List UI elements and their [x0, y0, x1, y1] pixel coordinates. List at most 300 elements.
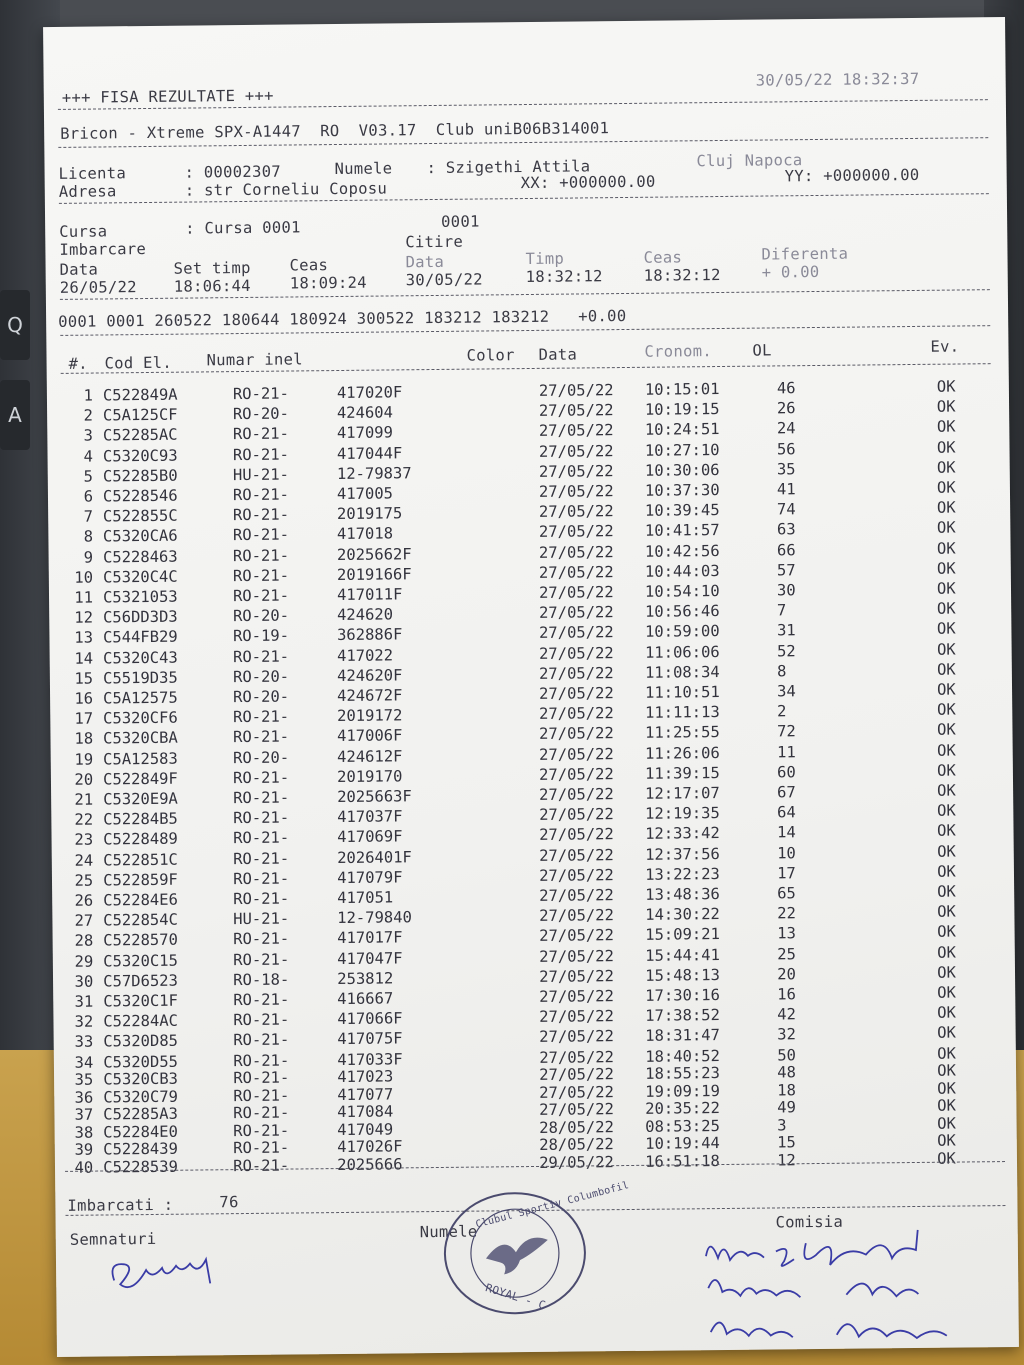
cell-ev: OK	[936, 498, 956, 517]
cell-cod: C522851C	[103, 850, 178, 870]
cell-nr: 6	[83, 487, 94, 506]
coord-xx: XX: +000000.00	[520, 172, 656, 193]
city: Cluj Napoca	[696, 151, 803, 171]
cell-ol: 30	[776, 581, 796, 600]
cell-data: 27/05/22	[539, 906, 614, 926]
cell-cronom: 18:31:47	[645, 1026, 721, 1046]
cell-cronom: 11:11:13	[644, 703, 720, 722]
cell-ev: OK	[937, 882, 956, 901]
cell-data: 28/05/22	[539, 1117, 614, 1137]
cell-data: 27/05/22	[539, 1082, 614, 1102]
cell-cod: C5320CBA	[103, 729, 178, 748]
cell-tara: RO-21-	[232, 485, 290, 505]
cell-tara: RO-21-	[232, 525, 290, 545]
cell-data: 29/05/22	[539, 1152, 614, 1172]
cell-ol: 60	[776, 763, 796, 782]
cell-inel: 417023	[337, 1067, 394, 1087]
cell-nr: 18	[74, 729, 94, 749]
signature-left	[106, 1239, 227, 1296]
cell-cod: C56DD3D3	[102, 607, 178, 627]
cell-tara: RO-21-	[233, 1010, 290, 1030]
cell-cod: C5228570	[103, 931, 178, 950]
cell-cronom: 18:55:23	[645, 1064, 720, 1083]
cell-nr: 23	[74, 830, 94, 850]
cell-data: 27/05/22	[538, 603, 614, 623]
cell-inel: 417079F	[337, 868, 403, 887]
cell-nr: 39	[74, 1140, 94, 1159]
cell-cod: C5A12575	[103, 688, 178, 708]
cell-cod: C5228539	[103, 1157, 178, 1177]
cell-ol: 56	[776, 439, 796, 459]
cell-nr: 27	[74, 911, 94, 930]
cell-ol: 32	[777, 1025, 797, 1044]
cell-ev: OK	[936, 397, 956, 416]
cell-data: 27/05/22	[538, 542, 614, 562]
cell-ev: OK	[937, 902, 956, 921]
cell-inel: 2019172	[336, 706, 403, 726]
cell-inel: 12-79840	[337, 908, 412, 928]
cell-ev: OK	[937, 801, 956, 820]
cell-cod: C5320C1F	[103, 991, 179, 1011]
cell-nr: 2	[83, 406, 94, 425]
cell-data: 27/05/22	[539, 744, 614, 764]
cell-ev: OK	[936, 741, 956, 760]
cell-inel: 417033F	[337, 1049, 403, 1069]
cursa-label: Cursa	[59, 222, 108, 241]
cell-nr: 36	[74, 1088, 94, 1107]
cell-data: 27/05/22	[539, 926, 614, 946]
cell-nr: 3	[83, 426, 94, 446]
citire-data-label: Data	[405, 252, 445, 272]
cell-tara: RO-21-	[233, 950, 290, 969]
cell-cronom: 12:37:56	[645, 844, 720, 864]
cell-ol: 18	[777, 1080, 796, 1100]
cell-cronom: 19:09:19	[645, 1081, 720, 1101]
cell-cronom: 10:44:03	[644, 561, 720, 581]
numele-label: Numele	[334, 159, 393, 179]
timp-label: Timp	[525, 249, 565, 269]
stamp-text-bottom: ROYAL - C	[483, 1281, 548, 1313]
cell-ev: OK	[937, 1114, 956, 1133]
cell-ol: 3	[777, 1115, 787, 1135]
cell-ev: OK	[937, 1003, 956, 1022]
cell-nr: 9	[83, 548, 94, 567]
cell-ev: OK	[936, 478, 956, 497]
cell-cod: C5320CF6	[103, 708, 178, 728]
cell-tara: RO-21-	[232, 505, 290, 525]
cell-tara: RO-21-	[233, 869, 290, 888]
cell-inel: 417017F	[337, 928, 403, 948]
cell-ev: OK	[936, 539, 956, 558]
cell-data: 27/05/22	[538, 704, 614, 724]
cursa-value: : Cursa 0001	[185, 218, 301, 238]
cell-cod: C5320C15	[103, 951, 178, 971]
device-line: Bricon - Xtreme SPX-A1447 RO V03.17 Club uniB06B314001	[60, 119, 610, 143]
cell-cronom: 10:15:01	[644, 380, 720, 399]
cell-data: 27/05/22	[539, 1047, 615, 1067]
cell-ev: OK	[937, 1044, 957, 1063]
cell-cod: C52285A3	[103, 1104, 178, 1124]
cell-nr: 15	[74, 669, 94, 688]
cell-tara: RO-21-	[232, 647, 290, 666]
cell-data: 27/05/22	[538, 461, 614, 481]
cell-ev: OK	[936, 720, 956, 740]
citire-data-value: 30/05/22	[405, 270, 483, 290]
cell-nr: 21	[74, 790, 94, 809]
cell-tara: RO-21-	[232, 586, 290, 606]
cell-cronom: 11:08:34	[644, 662, 720, 682]
cell-cronom: 10:56:46	[644, 602, 720, 621]
comisia-label: Comisia	[775, 1212, 844, 1232]
cell-cronom: 13:48:36	[645, 885, 720, 904]
cell-cod: C5320C4C	[102, 567, 178, 587]
cell-cod: C5228546	[102, 486, 178, 506]
cell-ev: OK	[937, 963, 956, 982]
cell-tara: RO-21-	[233, 1051, 290, 1070]
ceas-value: 18:09:24	[289, 273, 367, 293]
results-sheet	[43, 17, 1019, 1357]
cell-data: 27/05/22	[538, 381, 614, 400]
cell-ol: 41	[776, 480, 796, 499]
cell-inel: 417026F	[337, 1137, 403, 1157]
cell-data: 27/05/22	[539, 785, 614, 804]
cell-ev: OK	[936, 559, 956, 578]
cell-cod: C52284E6	[103, 890, 178, 910]
cell-data: 27/05/22	[539, 845, 614, 865]
cell-ol: 17	[777, 864, 796, 883]
cell-inel: 417084	[337, 1102, 394, 1122]
cell-nr: 22	[74, 810, 94, 829]
cell-cod: C5320D55	[103, 1052, 179, 1072]
imbarcati-label: Imbarcati :	[67, 1195, 174, 1215]
cell-cod: C52285AC	[102, 426, 178, 445]
cell-cronom: 08:53:25	[645, 1116, 720, 1136]
cell-data: 27/05/22	[538, 562, 614, 582]
cell-cod: C522849A	[102, 385, 178, 405]
cell-cronom: 15:48:13	[645, 965, 720, 985]
cell-nr: 17	[74, 709, 94, 728]
stamp-text-top: Clubul Sportiv Columbofil	[474, 1180, 631, 1231]
cell-ev: OK	[936, 700, 956, 719]
cell-cod: C52285B0	[102, 466, 178, 486]
adresa-label: Adresa	[58, 182, 117, 201]
cell-inel: 416667	[337, 989, 394, 1009]
cell-inel: 417018	[336, 524, 394, 544]
cell-nr: 31	[74, 992, 94, 1011]
divider	[61, 363, 991, 374]
cell-cronom: 11:26:06	[644, 743, 720, 763]
cell-data: 27/05/22	[538, 502, 614, 522]
cell-cod: C5519D35	[102, 668, 178, 688]
cell-cod: C544FB29	[102, 628, 178, 647]
cell-cod: C5321053	[102, 587, 178, 607]
cell-cod: C5320C93	[102, 446, 178, 466]
cell-cronom: 10:54:10	[644, 582, 720, 601]
cell-nr: 11	[74, 588, 94, 607]
imbarcare-label: Imbarcare	[59, 240, 147, 259]
set-timp-value: 18:06:44	[173, 276, 251, 296]
cell-data: 27/05/22	[538, 441, 614, 461]
cell-cronom: 10:19:15	[644, 400, 720, 419]
cell-nr: 7	[83, 507, 94, 526]
cell-tara: RO-21-	[232, 546, 290, 565]
cell-inel: 424604	[336, 403, 394, 423]
cell-cronom: 10:41:57	[644, 521, 720, 541]
cell-inel: 417069F	[337, 827, 403, 847]
cursa-code: 0001	[441, 212, 480, 231]
cell-inel: 417099	[336, 423, 394, 443]
cell-data: 28/05/22	[539, 1135, 614, 1155]
cell-cod: C522855C	[102, 506, 178, 526]
cell-ev: OK	[937, 1061, 956, 1080]
ceas2-label: Ceas	[643, 248, 683, 267]
cell-ol: 72	[776, 722, 796, 741]
cell-inel: 417077	[337, 1085, 394, 1104]
cell-data: 27/05/22	[539, 1065, 614, 1085]
cell-nr: 14	[74, 649, 94, 668]
cell-ol: 16	[777, 985, 796, 1004]
cell-nr: 12	[74, 608, 94, 627]
cell-ol: 11	[776, 742, 796, 762]
cell-tara: RO-21-	[233, 828, 290, 848]
cell-nr: 25	[74, 871, 94, 890]
cell-data: 27/05/22	[538, 482, 614, 501]
cell-tara: RO-21-	[233, 808, 290, 828]
cell-ev: OK	[937, 943, 956, 962]
cell-inel: 417037F	[337, 807, 403, 827]
cell-data: 27/05/22	[539, 946, 614, 966]
cell-tara: RO-20-	[232, 606, 290, 626]
cell-tara: RO-21-	[233, 1068, 290, 1088]
cell-ev: OK	[937, 1131, 956, 1150]
cell-nr: 29	[74, 952, 94, 971]
cell-nr: 20	[74, 770, 94, 789]
licenta-value: : 00002307	[184, 162, 282, 182]
cell-ol: 46	[776, 379, 796, 398]
cell-data: 27/05/22	[539, 805, 614, 825]
cell-ev: OK	[937, 842, 956, 861]
col-header-ev: Ev.	[930, 337, 960, 356]
cell-ol: 66	[776, 540, 796, 560]
cell-nr: 40	[74, 1158, 94, 1177]
cell-ev: OK	[936, 377, 956, 396]
col-header-color: Color	[466, 346, 515, 365]
cell-tara: RO-21-	[232, 566, 290, 585]
cell-ol: 15	[777, 1133, 796, 1152]
cell-data: 27/05/22	[539, 886, 614, 905]
cell-ol: 25	[777, 944, 796, 964]
col-header-cronom: Cronom.	[644, 342, 713, 361]
cell-cronom: 10:59:00	[644, 622, 720, 642]
semnaturi-label: Semnaturi	[69, 1229, 157, 1249]
cell-ol: 65	[777, 884, 796, 903]
cell-tara: RO-20-	[232, 667, 290, 686]
cell-ev: OK	[937, 862, 956, 881]
cell-tara: RO-21-	[233, 1121, 290, 1140]
cell-data: 27/05/22	[538, 623, 614, 643]
cell-tara: RO-20-	[233, 748, 290, 767]
cell-tara: RO-18-	[233, 970, 290, 989]
cell-ol: 24	[776, 419, 796, 438]
cell-inel: 417011F	[336, 585, 403, 605]
cell-tara: HU-21-	[233, 909, 290, 929]
cell-inel: 362886F	[336, 625, 403, 645]
cell-tara: RO-21-	[233, 1138, 290, 1158]
cell-nr: 35	[74, 1070, 94, 1089]
cell-cronom: 10:42:56	[644, 541, 720, 561]
cell-cronom: 11:10:51	[644, 683, 720, 702]
cell-data: 27/05/22	[539, 987, 614, 1006]
cell-inel: 417047F	[337, 948, 403, 968]
cell-inel: 417020F	[336, 383, 403, 403]
cell-cod: C5228489	[103, 830, 178, 849]
cell-tara: RO-21-	[232, 384, 290, 404]
cell-inel: 417006F	[337, 726, 403, 746]
cell-ol: 49	[777, 1098, 796, 1117]
cell-ev: OK	[936, 640, 956, 659]
cell-data: 27/05/22	[538, 522, 614, 542]
cell-cronom: 15:09:21	[645, 925, 720, 945]
cell-ev: OK	[936, 518, 956, 538]
cell-ev: OK	[937, 1023, 957, 1043]
cell-inel: 2019175	[336, 504, 403, 524]
cell-cod: C5320CA6	[102, 527, 178, 546]
sheet-title: +++ FISA REZULTATE +++	[61, 86, 274, 107]
cell-inel: 417044F	[336, 443, 403, 463]
cell-ev: OK	[937, 1149, 956, 1168]
numele-value: : Szigethi Attila	[426, 157, 591, 178]
cell-tara: RO-21-	[233, 889, 290, 909]
cell-inel: 2025666	[337, 1154, 403, 1174]
print-timestamp: 30/05/22 18:32:37	[755, 69, 920, 90]
cell-ol: 12	[777, 1150, 796, 1170]
cell-ol: 31	[776, 621, 796, 640]
cell-cronom: 10:24:51	[644, 420, 720, 440]
cell-inel: 2025663F	[337, 787, 412, 807]
cell-cronom: 15:44:41	[645, 945, 720, 965]
cell-inel: 417049	[337, 1120, 394, 1139]
cell-cod: C522859F	[103, 870, 178, 890]
cell-ev: OK	[937, 1079, 956, 1098]
cell-ol: 50	[777, 1045, 797, 1065]
cell-nr: 26	[74, 891, 94, 910]
cell-cronom: 20:35:22	[645, 1099, 720, 1118]
cell-inel: 424672F	[336, 686, 403, 706]
ceas2-value: 18:32:12	[643, 265, 721, 285]
cell-cronom: 16:51:18	[645, 1151, 720, 1171]
cell-cronom: 14:30:22	[645, 905, 720, 925]
cell-ol: 14	[777, 823, 796, 842]
cell-cronom: 10:39:45	[644, 501, 720, 520]
cell-data: 27/05/22	[539, 1100, 614, 1120]
cell-nr: 30	[74, 972, 94, 991]
cell-cod: C5320CB3	[103, 1069, 179, 1089]
cell-tara: HU-21-	[232, 465, 290, 484]
cell-tara: RO-21-	[233, 727, 290, 747]
cell-cronom: 11:39:15	[645, 763, 720, 783]
cell-cronom: 10:37:30	[644, 481, 720, 500]
cell-nr: 16	[74, 689, 94, 708]
cell-data: 27/05/22	[538, 643, 614, 663]
numele-footer-label: Numele	[419, 1222, 478, 1242]
cell-cronom: 17:30:16	[645, 986, 720, 1005]
cell-ol: 34	[776, 682, 796, 701]
cell-cod: C5228439	[103, 1139, 178, 1159]
cell-cronom: 12:17:07	[645, 784, 720, 803]
cell-ev: OK	[936, 660, 956, 679]
cell-inel: 417066F	[337, 1009, 403, 1029]
cell-data: 27/05/22	[538, 684, 614, 703]
cell-inel: 424612F	[337, 746, 403, 766]
adresa-value: : str Corneliu Coposu	[184, 179, 388, 200]
cell-tara: RO-21-	[233, 1156, 290, 1175]
cell-cronom: 11:25:55	[644, 723, 720, 743]
cell-cod: C5320E9A	[103, 789, 178, 809]
cell-cod: C5A125CF	[102, 405, 178, 425]
cell-tara: RO-21-	[233, 1086, 290, 1105]
cell-data: 27/05/22	[539, 966, 614, 986]
cell-ol: 52	[776, 641, 796, 661]
cell-data: 27/05/22	[539, 764, 614, 784]
cell-ol: 57	[776, 561, 796, 580]
cell-nr: 32	[74, 1012, 94, 1031]
cell-data: 27/05/22	[539, 865, 614, 885]
cell-cronom: 10:19:44	[645, 1134, 720, 1153]
cell-cod: C5320C43	[102, 648, 178, 668]
cell-inel: 424620	[336, 605, 394, 625]
cell-data: 27/05/22	[539, 1007, 615, 1027]
cell-tara: RO-21-	[233, 768, 290, 787]
cell-ev: OK	[936, 417, 956, 437]
cell-tara: RO-21-	[233, 929, 290, 949]
cell-cod: C522854C	[103, 910, 178, 930]
cell-ev: OK	[937, 781, 956, 800]
cell-data: 27/05/22	[538, 421, 614, 441]
cell-ol: 48	[777, 1063, 797, 1082]
cell-nr: 8	[83, 527, 94, 547]
cell-cod: C52284AC	[103, 1011, 179, 1031]
cell-ol: 2	[776, 702, 787, 721]
cell-ol: 35	[776, 460, 796, 479]
cell-tara: RO-21-	[233, 788, 290, 808]
cell-ol: 42	[777, 1005, 797, 1024]
cell-ol: 13	[777, 924, 796, 943]
cell-cronom: 10:30:06	[644, 460, 720, 480]
cell-ol: 67	[777, 783, 796, 802]
cell-ev: OK	[936, 599, 956, 618]
cell-ev: OK	[936, 458, 956, 477]
cell-inel: 2026401F	[337, 847, 412, 867]
cell-ev: OK	[937, 1096, 956, 1115]
commission-signatures	[696, 1213, 997, 1356]
cell-nr: 37	[74, 1105, 94, 1124]
cell-ev: OK	[936, 761, 956, 780]
cell-tara: RO-21-	[233, 1030, 290, 1050]
cell-ol: 22	[777, 904, 796, 923]
cell-nr: 28	[74, 931, 94, 951]
cell-nr: 4	[83, 447, 94, 466]
cell-ev: OK	[936, 438, 956, 457]
cell-ev: OK	[936, 680, 956, 699]
cell-nr: 24	[74, 851, 94, 870]
cell-inel: 2019166F	[336, 565, 412, 584]
cell-ev: OK	[936, 619, 956, 639]
ceas-label: Ceas	[289, 256, 329, 275]
cell-ol: 26	[776, 399, 796, 418]
cell-cronom: 17:38:52	[645, 1006, 720, 1026]
cell-cronom: 13:22:23	[645, 864, 720, 884]
cell-inel: 2025662F	[336, 544, 412, 564]
